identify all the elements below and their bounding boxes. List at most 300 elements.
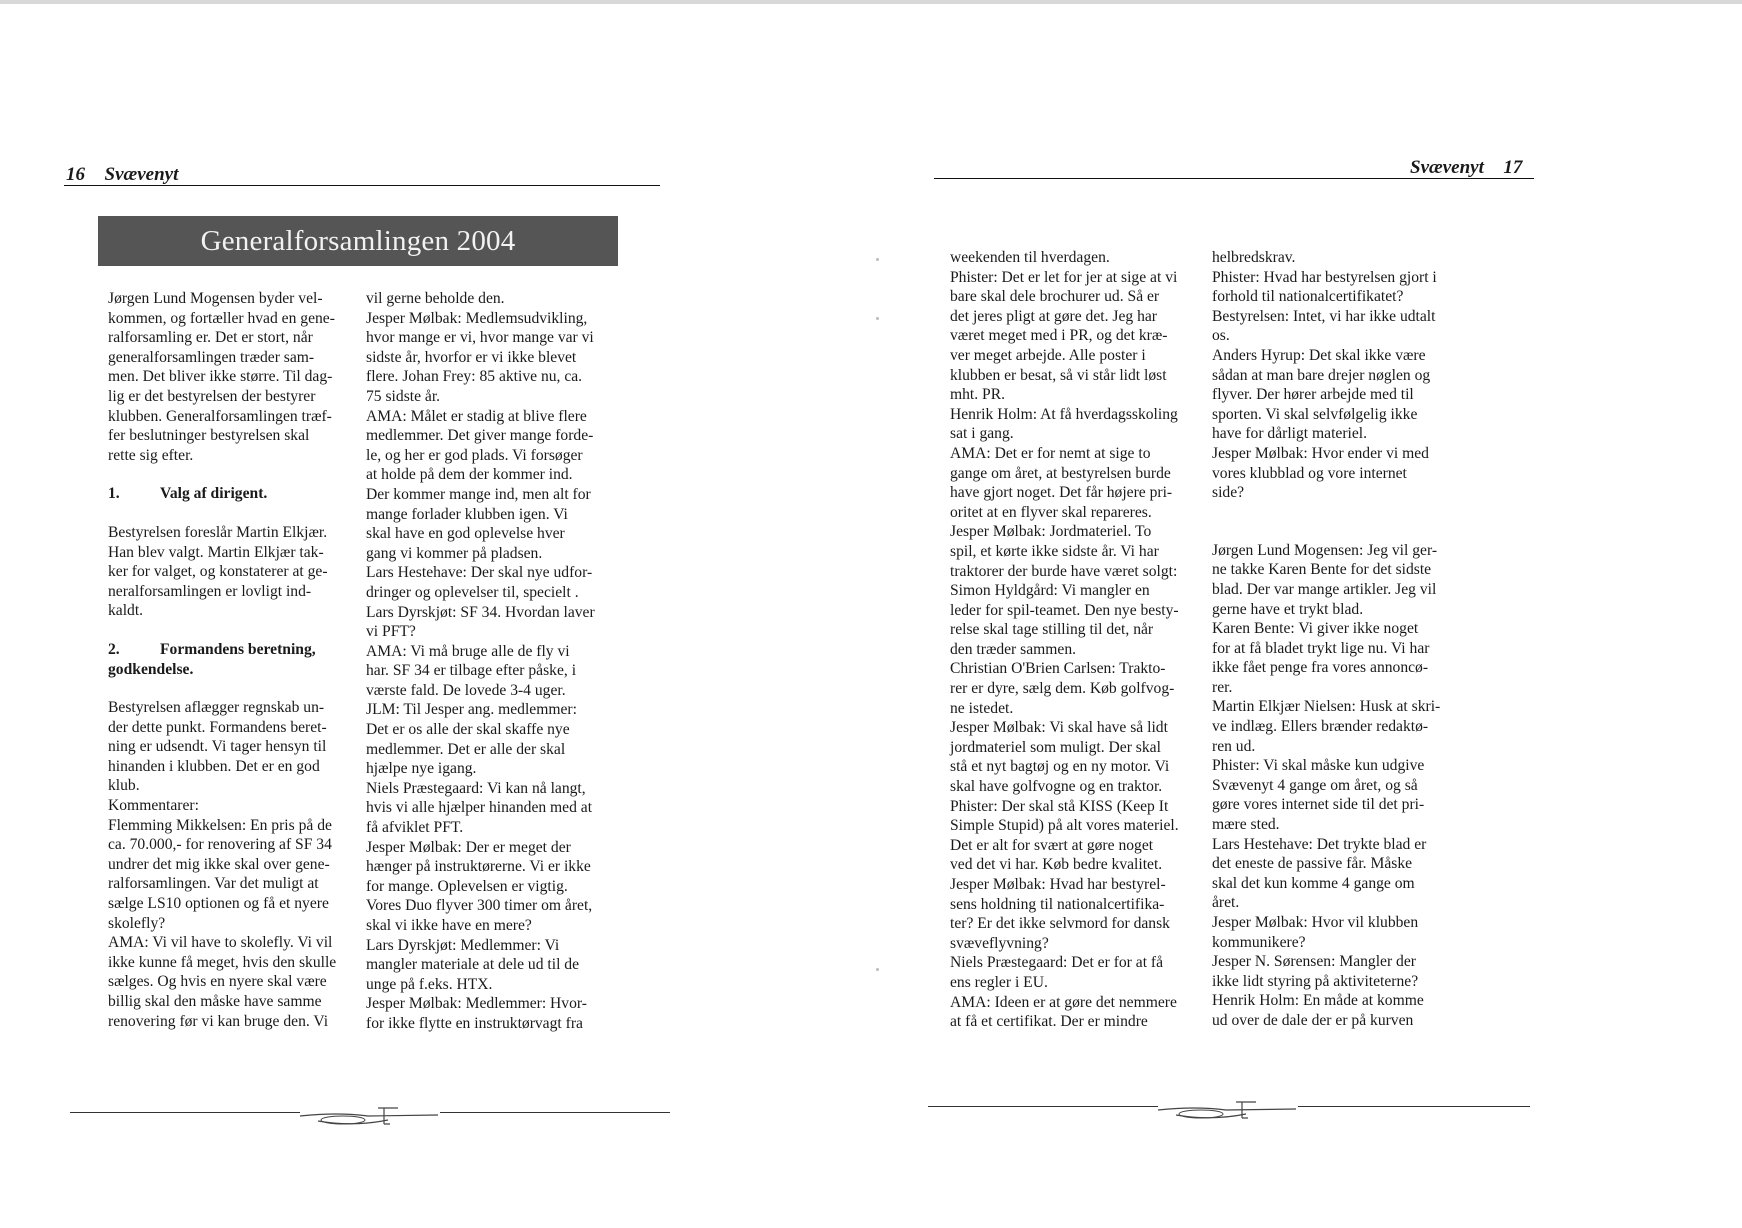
- text-line: [366, 622, 630, 642]
- text-line: [950, 307, 1212, 327]
- text-line: [950, 581, 1212, 601]
- line-text: blad. Der var mange artikler. Jeg vil: [1212, 580, 1437, 598]
- text-line: [950, 797, 1212, 817]
- line-text: Lars Hestehave: Det trykte blad er: [1212, 835, 1427, 853]
- section-heading: [108, 484, 366, 504]
- left-magazine-name: Svævenyt: [104, 164, 179, 185]
- text-line: [366, 916, 630, 936]
- text-line: [1212, 815, 1474, 835]
- line-text: AMA: Ideen er at gøre det nemmere: [950, 993, 1177, 1011]
- line-text: mht. PR.: [950, 386, 1006, 404]
- text-line: [950, 542, 1212, 562]
- text-line: [1212, 326, 1474, 346]
- text-line: [1212, 991, 1474, 1011]
- line-text: kommunikere?: [1212, 933, 1306, 951]
- line-text: den træder sammen.: [950, 640, 1077, 658]
- line-text: Bestyrelsen aflægger regnskab un-: [108, 699, 325, 717]
- text-line: [950, 953, 1212, 973]
- line-text: bare skal dele brochurer ud. Så er: [950, 288, 1160, 306]
- line-text: gøre vores internet side til det pri-: [1212, 796, 1425, 814]
- text-line: [108, 407, 366, 427]
- line-text: godkendelse.: [108, 660, 194, 678]
- text-line: [366, 759, 630, 779]
- text-line: [108, 328, 366, 348]
- text-line: [108, 446, 366, 466]
- text-line: [108, 855, 366, 875]
- line-text: vi PFT?: [366, 623, 416, 641]
- line-text: ning er udsendt. Vi tager hensyn til: [108, 738, 327, 756]
- paragraph-gap: [108, 679, 366, 698]
- text-line: [1212, 405, 1474, 425]
- line-text: 75 sidste år.: [366, 387, 441, 405]
- text-line: [1212, 952, 1474, 972]
- line-text: sælge LS10 optionen og få et nyere: [108, 895, 329, 913]
- line-text: unge på f.eks. HTX.: [366, 975, 493, 993]
- text-line: [366, 720, 630, 740]
- text-line: [1212, 1011, 1474, 1031]
- text-line: [366, 387, 630, 407]
- line-text: side?: [1212, 484, 1245, 502]
- text-line: [108, 835, 366, 855]
- left-header-rule: [64, 185, 660, 186]
- line-text: Jesper Mølbak: Hvor vil klubben: [1212, 914, 1419, 931]
- text-line: [950, 1012, 1212, 1032]
- line-text: ren ud.: [1212, 737, 1256, 755]
- line-text: oritet at en flyver skal repareres.: [950, 503, 1152, 521]
- text-line: [366, 857, 630, 877]
- line-text: for mange. Oplevelsen er vigtig.: [366, 877, 568, 895]
- text-line: [950, 699, 1212, 719]
- text-line: [108, 776, 366, 796]
- text-line: [950, 424, 1212, 444]
- text-line: [366, 955, 630, 975]
- line-text: det jeres pligt at gøre det. Jeg har: [950, 307, 1157, 325]
- text-line: [108, 992, 366, 1012]
- scan-edge: [0, 0, 1742, 4]
- text-line: [950, 875, 1212, 895]
- line-text: Det er os alle der skal skaffe nye: [366, 721, 570, 739]
- line-text: rer er dyre, sælg dem. Køb golfvog-: [950, 680, 1175, 698]
- line-text: medlemmer. Det er alle der skal: [366, 740, 566, 758]
- section-heading: [108, 660, 366, 680]
- line-text: kommen, og fortæller hvad en gene-: [108, 309, 335, 327]
- text-line: [950, 620, 1212, 640]
- text-line: [1212, 560, 1474, 580]
- line-text: Henrik Holm: En måde at komme: [1212, 992, 1424, 1010]
- text-line: [366, 700, 630, 720]
- line-text: skal have en god oplevelse hver: [366, 525, 565, 543]
- line-text: ralforsamling er. Det er stort, når: [108, 329, 313, 347]
- text-line: [1212, 913, 1474, 933]
- text-line: [950, 973, 1212, 993]
- text-line: [108, 426, 366, 446]
- left-page-number: 16: [66, 164, 85, 185]
- line-text: sådan at man bare drejer nøglen og: [1212, 366, 1431, 384]
- text-line: [950, 562, 1212, 582]
- text-line: [108, 972, 366, 992]
- line-text: os.: [1212, 327, 1230, 345]
- line-text: Niels Præstegaard: Det er for at få: [950, 954, 1164, 972]
- line-text: Vores Duo flyver 300 timer om året,: [366, 897, 593, 915]
- line-text: jordmateriel som muligt. Der skal: [950, 738, 1161, 756]
- text-line: [950, 914, 1212, 934]
- line-text: Kommentarer:: [108, 797, 199, 815]
- text-line: [108, 582, 366, 602]
- text-line: [1212, 580, 1474, 600]
- text-line: [950, 993, 1212, 1013]
- text-line: [108, 367, 366, 387]
- line-text: skolefly?: [108, 914, 166, 932]
- line-text: have for dårligt materiel.: [1212, 425, 1368, 443]
- text-line: [950, 757, 1212, 777]
- text-line: [1212, 795, 1474, 815]
- line-text: Der kommer mange ind, men alt for: [366, 485, 591, 503]
- line-text: undrer det mig ikke skal over gene-: [108, 855, 330, 873]
- text-line: [366, 642, 630, 662]
- scan-speck: [876, 317, 879, 320]
- line-text: rette sig efter.: [108, 446, 194, 464]
- text-line: [950, 326, 1212, 346]
- line-text: Bestyrelsen: Intet, vi har ikke udtalt: [1212, 307, 1436, 325]
- line-text: forhold til nationalcertifikatet?: [1212, 288, 1404, 306]
- text-line: [950, 659, 1212, 679]
- text-line: [108, 309, 366, 329]
- text-line: [366, 896, 630, 916]
- line-text: for at få bladet trykt lige nu. Vi har: [1212, 639, 1430, 657]
- line-text: ikke lidt styring på aktiviteterne?: [1212, 972, 1419, 990]
- glider-icon: [1156, 1098, 1300, 1128]
- left-column-1: [108, 289, 366, 1031]
- line-text: værste fald. De lovede 3-4 uger.: [366, 681, 566, 699]
- text-line: [1212, 248, 1474, 268]
- line-text: Niels Præstegaard: Vi kan nå langt,: [366, 779, 586, 797]
- text-line: [1212, 287, 1474, 307]
- line-text: Jesper Mølbak: Der er meget der: [366, 838, 571, 856]
- paragraph-gap: [108, 465, 366, 484]
- line-text: få afviklet PFT.: [366, 819, 464, 837]
- line-text: Lars Dyrskjøt: Medlemmer: Vi: [366, 936, 560, 954]
- line-text: AMA: Det er for nemt at sige to: [950, 444, 1151, 462]
- line-text: sælges. Og hvis en nyere skal være: [108, 973, 327, 991]
- line-text: klubben er besat, så vi står lidt løst: [950, 366, 1167, 384]
- line-text: skal det kun komme 4 gange om: [1212, 874, 1415, 892]
- text-line: [366, 407, 630, 427]
- text-line: [366, 936, 630, 956]
- text-line: [1212, 933, 1474, 953]
- section-heading: [108, 640, 366, 660]
- text-line: [950, 855, 1212, 875]
- right-page-header: [1410, 157, 1522, 179]
- text-line: [366, 661, 630, 681]
- text-line: [108, 523, 366, 543]
- line-text: neralforsamlingen er lovligt ind-: [108, 582, 312, 600]
- line-text: ne istedet.: [950, 699, 1014, 717]
- line-text: gerne have et trykt blad.: [1212, 600, 1364, 618]
- glider-icon: [298, 1104, 442, 1134]
- text-line: [950, 934, 1212, 954]
- paragraph-gap: [108, 504, 366, 523]
- line-text: ve indlæg. Ellers brænder redaktø-: [1212, 718, 1429, 736]
- line-text: mangler materiale at dele ud til de: [366, 956, 580, 974]
- left-page-header: [66, 164, 178, 186]
- line-text: ne takke Karen Bente for det sidste: [1212, 561, 1432, 579]
- line-text: Simon Hyldgård: Vi mangler en: [950, 582, 1150, 600]
- line-text: spil, et kørte ikke sidste år. Vi har: [950, 542, 1159, 560]
- text-line: [1212, 893, 1474, 913]
- text-line: [950, 444, 1212, 464]
- line-text: mære sted.: [1212, 816, 1280, 834]
- line-text: at holde på dem der kommer ind.: [366, 466, 573, 484]
- text-line: [950, 405, 1212, 425]
- line-text: medlemmer. Det giver mange forde-: [366, 427, 594, 445]
- line-text: JLM: Til Jesper ang. medlemmer:: [366, 701, 577, 719]
- text-line: [1212, 346, 1474, 366]
- line-text: Henrik Holm: At få hverdagsskoling: [950, 405, 1178, 423]
- line-text: ud over de dale der er på kurven: [1212, 1011, 1414, 1029]
- scan-speck: [876, 258, 879, 261]
- line-text: hænger på instruktørerne. Vi er ikke: [366, 858, 591, 876]
- left-footer-rule-left: [70, 1112, 300, 1113]
- text-line: [366, 563, 630, 583]
- text-line: [1212, 678, 1474, 698]
- line-text: kaldt.: [108, 602, 144, 620]
- line-text: vil gerne beholde den.: [366, 290, 505, 307]
- text-line: [108, 543, 366, 563]
- text-line: [950, 268, 1212, 288]
- text-line: [950, 483, 1212, 503]
- text-line: [108, 698, 366, 718]
- line-text: året.: [1212, 894, 1240, 912]
- line-text: sidste år, hvorfor er vi ikke blevet: [366, 348, 577, 366]
- line-text: Det er alt for svært at gøre noget: [950, 836, 1154, 854]
- text-line: [1212, 972, 1474, 992]
- line-text: Lars Hestehave: Der skal nye udfor-: [366, 564, 593, 582]
- text-line: [366, 994, 630, 1014]
- text-line: [108, 289, 366, 309]
- line-text: ter? Er det ikke selvmord for dansk: [950, 915, 1170, 933]
- text-line: [1212, 756, 1474, 776]
- text-line: [366, 309, 630, 329]
- text-line: [108, 816, 366, 836]
- text-line: [950, 777, 1212, 797]
- text-line: [366, 1014, 630, 1034]
- line-text: ca. 70.000,- for renovering af SF 34: [108, 836, 332, 854]
- line-text: AMA: Vi vil have to skolefly. Vi vil: [108, 934, 333, 952]
- line-text: skal have golfvogne og en traktor.: [950, 778, 1163, 796]
- line-text: Bestyrelsen foreslår Martin Elkjær.: [108, 523, 328, 541]
- text-line: [1212, 619, 1474, 639]
- line-text: AMA: Målet er stadig at blive flere: [366, 407, 587, 425]
- text-line: [366, 348, 630, 368]
- text-line: [108, 933, 366, 953]
- text-line: [1212, 737, 1474, 757]
- text-line: [108, 387, 366, 407]
- text-line: [1212, 483, 1474, 503]
- left-footer-rule-right: [440, 1112, 670, 1113]
- line-text: ikke fået penge fra vores annoncø-: [1212, 659, 1429, 677]
- line-text: hvis vi alle hjælper hinanden med at: [366, 799, 593, 817]
- text-line: [1212, 268, 1474, 288]
- text-line: [366, 681, 630, 701]
- text-line: [1212, 697, 1474, 717]
- text-line: [950, 503, 1212, 523]
- text-line: [1212, 307, 1474, 327]
- text-line: [950, 836, 1212, 856]
- text-line: [1212, 464, 1474, 484]
- section-number: 2.: [108, 640, 120, 658]
- text-line: [366, 524, 630, 544]
- line-text: Phister: Det er let for jer at sige at vi: [950, 268, 1178, 286]
- text-line: [950, 640, 1212, 660]
- line-text: Jesper Mølbak: Vi skal have så lidt: [950, 719, 1168, 737]
- text-line: [1212, 874, 1474, 894]
- text-line: [366, 367, 630, 387]
- paragraph-gap: [108, 621, 366, 640]
- line-text: Simple Stupid) på alt vores materiel.: [950, 817, 1179, 835]
- text-line: [1212, 776, 1474, 796]
- text-line: [366, 328, 630, 348]
- right-magazine-name: Svævenyt: [1410, 157, 1484, 178]
- line-text: have gjort noget. Det får højere pri-: [950, 484, 1173, 502]
- text-line: [950, 522, 1212, 542]
- line-text: Phister: Der skal stå KISS (Keep It: [950, 797, 1169, 815]
- text-line: [1212, 366, 1474, 386]
- line-text: Jesper Mølbak: Medlemsudvikling,: [366, 309, 588, 327]
- text-line: [366, 544, 630, 564]
- text-line: [108, 874, 366, 894]
- line-text: Jørgen Lund Mogensen: Jeg vil ger-: [1212, 541, 1438, 559]
- text-line: [1212, 600, 1474, 620]
- line-text: at få et certifikat. Der er mindre: [950, 1013, 1148, 1031]
- line-text: ved det vi har. Køb bedre kvalitet.: [950, 856, 1163, 874]
- text-line: [950, 679, 1212, 699]
- text-line: [950, 718, 1212, 738]
- right-column-2: [1212, 248, 1474, 1031]
- line-text: Flemming Mikkelsen: En pris på de: [108, 816, 332, 834]
- text-line: [366, 446, 630, 466]
- line-text: Lars Dyrskjøt: SF 34. Hvordan laver: [366, 603, 595, 621]
- text-line: [950, 738, 1212, 758]
- line-text: hvor mange er vi, hvor mange var vi: [366, 329, 594, 347]
- line-text: Han blev valgt. Martin Elkjær tak-: [108, 543, 324, 561]
- text-line: [366, 975, 630, 995]
- line-text: Anders Hyrup: Det skal ikke være: [1212, 346, 1426, 364]
- text-line: [950, 385, 1212, 405]
- line-text: Jesper Mølbak: Medlemmer: Hvor-: [366, 995, 587, 1013]
- text-line: [366, 779, 630, 799]
- right-page-number: 17: [1503, 157, 1523, 178]
- text-line: [950, 366, 1212, 386]
- line-text: gange om året, at bestyrelsen burde: [950, 464, 1171, 482]
- text-line: [366, 485, 630, 505]
- right-column-1: [950, 248, 1212, 1032]
- text-line: [1212, 717, 1474, 737]
- text-line: [366, 603, 630, 623]
- text-line: [366, 583, 630, 603]
- line-text: men. Det bliver ikke større. Til dag-: [108, 368, 333, 386]
- text-line: [1212, 444, 1474, 464]
- text-line: [108, 562, 366, 582]
- line-text: flyver. Der hører arbejde med til: [1212, 386, 1414, 404]
- text-line: [108, 1012, 366, 1032]
- line-text: Formandens beretning,: [160, 640, 316, 658]
- paragraph-gap: [1212, 503, 1474, 522]
- text-line: [950, 248, 1212, 268]
- line-text: vores klubblad og vore internet: [1212, 464, 1407, 482]
- text-line: [1212, 639, 1474, 659]
- line-text: skal vi ikke have en mere?: [366, 917, 532, 934]
- text-line: [950, 601, 1212, 621]
- line-text: Jesper Mølbak: Hvor ender vi med: [1212, 444, 1429, 462]
- text-line: [950, 346, 1212, 366]
- line-text: hinanden i klubben. Det er en god: [108, 757, 320, 775]
- line-text: ralforsamlingen. Var det muligt at: [108, 875, 319, 893]
- line-text: der dette punkt. Formandens beret-: [108, 718, 327, 736]
- line-text: det eneste de passive får. Måske: [1212, 855, 1413, 873]
- line-text: Jesper N. Sørensen: Mangler der: [1212, 953, 1416, 971]
- text-line: [366, 505, 630, 525]
- text-line: [108, 737, 366, 757]
- left-column-2: [366, 289, 630, 1034]
- line-text: flere. Johan Frey: 85 aktive nu, ca.: [366, 368, 583, 386]
- text-line: [1212, 854, 1474, 874]
- line-text: relse skal tage stilling til det, når: [950, 621, 1154, 639]
- line-text: sens holdning til nationalcertifika-: [950, 895, 1165, 913]
- text-line: [366, 818, 630, 838]
- line-text: traktorer der burde have været solgt:: [950, 562, 1178, 580]
- line-text: lig er det bestyrelsen der bestyrer: [108, 387, 316, 405]
- text-line: [950, 287, 1212, 307]
- text-line: [108, 757, 366, 777]
- line-text: ens regler i EU.: [950, 973, 1048, 991]
- line-text: hjælpe nye igang.: [366, 760, 477, 778]
- text-line: [108, 914, 366, 934]
- text-line: [108, 894, 366, 914]
- line-text: helbredskrav.: [1212, 249, 1296, 266]
- text-line: [366, 465, 630, 485]
- text-line: [950, 895, 1212, 915]
- text-line: [108, 796, 366, 816]
- line-text: gang vi kommer på pladsen.: [366, 544, 543, 562]
- line-text: Jørgen Lund Mogensen byder vel-: [108, 290, 323, 307]
- line-text: dringer og oplevelser til, specielt .: [366, 583, 579, 601]
- text-line: [366, 838, 630, 858]
- line-text: ikke kunne få meget, hvis den skulle: [108, 953, 337, 971]
- line-text: stå et nyt bagtøj og en ny motor. Vi: [950, 758, 1170, 776]
- line-text: sat i gang.: [950, 425, 1014, 443]
- line-text: Jesper Mølbak: Jordmateriel. To: [950, 523, 1152, 541]
- line-text: været meget med i PR, og det kræ-: [950, 327, 1168, 345]
- section-number: 1.: [108, 485, 120, 503]
- text-line: [366, 289, 630, 309]
- line-text: Phister: Hvad har bestyrelsen gjort i: [1212, 268, 1437, 286]
- line-text: for ikke flytte en instruktørvagt fra: [366, 1014, 583, 1032]
- text-line: [950, 464, 1212, 484]
- text-line: [1212, 658, 1474, 678]
- line-text: Christian O'Brien Carlsen: Trakto-: [950, 660, 1166, 678]
- text-line: [366, 740, 630, 760]
- text-line: [1212, 424, 1474, 444]
- text-line: [108, 348, 366, 368]
- line-text: har. SF 34 er tilbage efter påske, i: [366, 662, 577, 680]
- text-line: [950, 816, 1212, 836]
- text-line: [366, 877, 630, 897]
- line-text: generalforsamlingen træder sam-: [108, 348, 315, 366]
- text-line: [366, 798, 630, 818]
- line-text: AMA: Vi må bruge alle de fly vi: [366, 642, 570, 660]
- line-text: billig skal den måske have samme: [108, 993, 322, 1010]
- text-line: [108, 601, 366, 621]
